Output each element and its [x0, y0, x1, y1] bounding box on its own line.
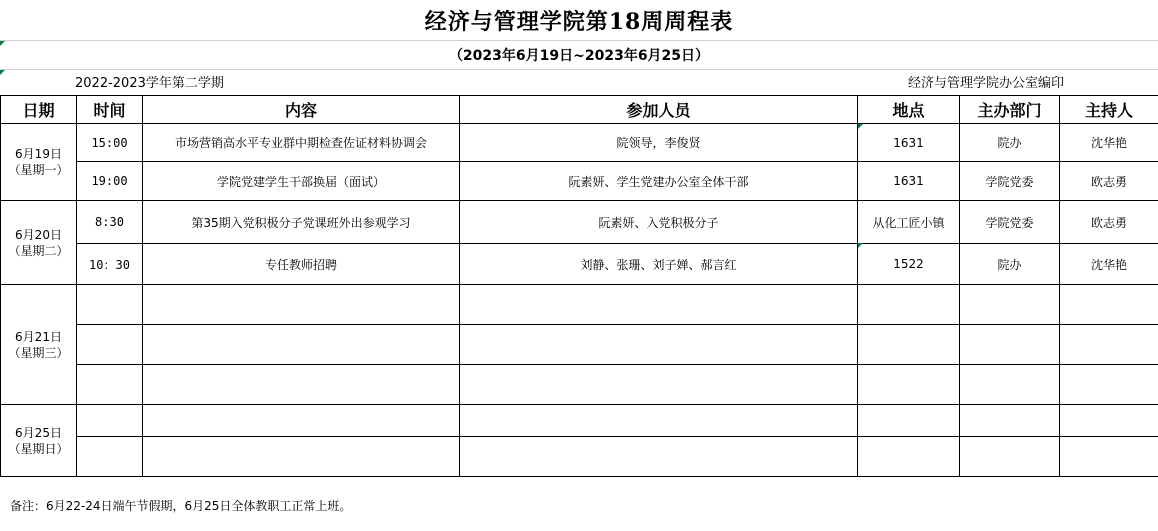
- cell-comment-marker: [0, 70, 5, 75]
- organizer-cell: 学院党委: [960, 201, 1060, 244]
- organizer-cell: 院办: [960, 124, 1060, 162]
- header-content: 内容: [143, 96, 460, 124]
- organizer-cell: 学院党委: [960, 162, 1060, 201]
- time-cell: [77, 405, 143, 437]
- participants-cell: 院领导，李俊贤: [460, 124, 858, 162]
- location-cell: 1522: [858, 244, 960, 285]
- host-cell: [1060, 285, 1158, 325]
- location-cell: [858, 285, 960, 325]
- date-cell: [1, 285, 77, 405]
- content-cell: 第35期入党积极分子党课班外出参观学习: [143, 201, 460, 244]
- time-cell: [77, 325, 143, 365]
- time-cell: [77, 285, 143, 325]
- host-cell: 欧志勇: [1060, 201, 1158, 244]
- table-row: [1, 162, 1158, 201]
- header-participants: 参加人员: [460, 96, 858, 124]
- table-row: [1, 405, 1158, 437]
- weekday-label: （星期一）: [8, 163, 69, 177]
- header-time: 时间: [77, 96, 143, 124]
- location-cell: [858, 325, 960, 365]
- organizer-cell: [960, 285, 1060, 325]
- time-cell: 19:00: [77, 162, 143, 201]
- date-label: 6月20日: [15, 227, 62, 242]
- content-cell: 学院党建学生干部换届（面试）: [143, 162, 460, 201]
- table-row: [1, 437, 1158, 477]
- weekday-label: （星期二）: [8, 243, 69, 258]
- organizer-cell: [960, 405, 1060, 437]
- divider: [0, 69, 1158, 70]
- participants-cell: [460, 325, 858, 365]
- table-row: [1, 244, 1158, 285]
- date-label: 6月19日: [15, 147, 62, 161]
- weekday-label: （星期日）: [8, 441, 69, 456]
- host-cell: 欧志勇: [1060, 162, 1158, 201]
- table-row: [1, 325, 1158, 365]
- content-cell: [143, 325, 460, 365]
- host-cell: [1060, 437, 1158, 477]
- header-organizer: 主办部门: [960, 96, 1060, 124]
- content-cell: 专任教师招聘: [143, 244, 460, 285]
- content-cell: [143, 437, 460, 477]
- date-cell: [1, 405, 77, 477]
- host-cell: [1060, 405, 1158, 437]
- header-date: 日期: [1, 96, 77, 124]
- content-cell: [143, 285, 460, 325]
- cell-comment-marker: [858, 124, 863, 129]
- time-cell: [77, 437, 143, 477]
- participants-cell: [460, 285, 858, 325]
- participants-cell: [460, 405, 858, 437]
- editor-office: 经济与管理学院办公室编印: [908, 76, 1065, 91]
- date-cell: [1, 201, 77, 285]
- schedule-table: [0, 95, 1158, 477]
- organizer-cell: [960, 365, 1060, 405]
- time-cell: 8:30: [77, 201, 143, 244]
- participants-cell: 阮素妍、入党积极分子: [460, 201, 858, 244]
- date-label: 6月21日: [15, 329, 62, 344]
- host-cell: 沈华艳: [1060, 124, 1158, 162]
- participants-cell: 阮素妍、学生党建办公室全体干部: [460, 162, 858, 201]
- host-cell: 沈华艳: [1060, 244, 1158, 285]
- academic-term: 2022-2023学年第二学期: [75, 76, 224, 91]
- time-cell: 15:00: [77, 124, 143, 162]
- content-cell: [143, 405, 460, 437]
- organizer-cell: [960, 437, 1060, 477]
- content-cell: 市场营销高水平专业群中期检查佐证材料协调会: [143, 124, 460, 162]
- content-cell: [143, 365, 460, 405]
- participants-cell: [460, 365, 858, 405]
- page-title: 经济与管理学院第18周周程表: [424, 8, 734, 35]
- participants-cell: 刘静、张珊、刘子婵、郝言红: [460, 244, 858, 285]
- location-cell: [858, 405, 960, 437]
- date-label: 6月25日: [15, 425, 62, 440]
- weekday-label: （星期三）: [8, 345, 69, 360]
- participants-cell: [460, 437, 858, 477]
- host-cell: [1060, 325, 1158, 365]
- time-cell: 10：30: [77, 244, 143, 285]
- location-cell: 1631: [858, 124, 960, 162]
- organizer-cell: [960, 325, 1060, 365]
- footnote: 备注：6月22-24日端午节假期，6月25日全体教职工正常上班。: [10, 499, 352, 513]
- time-cell: [77, 365, 143, 405]
- date-cell: [1, 124, 77, 201]
- header-location: 地点: [858, 96, 960, 124]
- header-host: 主持人: [1060, 96, 1158, 124]
- table-row: [1, 201, 1158, 244]
- location-cell: [858, 437, 960, 477]
- date-range: （2023年6月19日~2023年6月25日）: [448, 48, 710, 64]
- location-cell: 1631: [858, 162, 960, 201]
- table-row: [1, 365, 1158, 405]
- table-row: [1, 124, 1158, 162]
- organizer-cell: 院办: [960, 244, 1060, 285]
- header-row: [1, 96, 1158, 124]
- host-cell: [1060, 365, 1158, 405]
- cell-comment-marker: [858, 243, 863, 248]
- location-cell: [858, 365, 960, 405]
- location-cell: 从化工匠小镇: [858, 201, 960, 244]
- table-row: [1, 285, 1158, 325]
